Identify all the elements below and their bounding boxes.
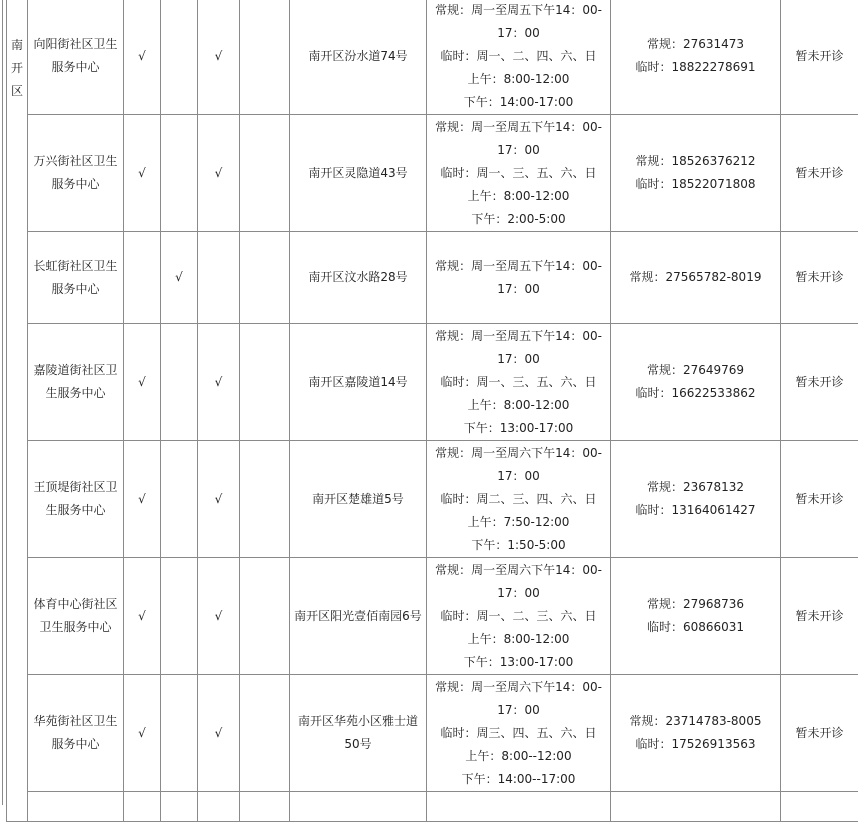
phone-cell [611, 675, 781, 792]
service-check-cell: √ [198, 324, 240, 441]
hours-line: 17：00 [427, 465, 610, 488]
empty-cell [781, 792, 858, 822]
hours-line: 下午：2:00-5:00 [427, 208, 610, 231]
address-line: 南开区灵隐道43号 [290, 162, 426, 185]
phone-line: 临时：60866031 [611, 616, 780, 639]
hours-line: 下午：13:00-17:00 [427, 417, 610, 440]
center-name-line: 服务中心 [28, 278, 123, 301]
address-cell [290, 0, 427, 115]
hours-line: 上午：7:50-12:00 [427, 511, 610, 534]
hours-line: 常规：周一至周五下午14：00- [427, 0, 610, 22]
service-check-cell: √ [124, 675, 161, 792]
hours-line: 上午：8:00-12:00 [427, 394, 610, 417]
district-char: 开 [7, 57, 27, 80]
phone-line: 常规：27649769 [611, 359, 780, 382]
phone-cell [611, 441, 781, 558]
table-row [7, 441, 858, 558]
hours-line: 临时：周二、三、四、六、日 [427, 488, 610, 511]
hours-line: 下午：14:00--17:00 [427, 768, 610, 791]
service-check-cell [161, 324, 198, 441]
service-check-cell: √ [124, 324, 161, 441]
hours-line: 临时：周一、三、五、六、日 [427, 162, 610, 185]
hours-line: 17：00 [427, 348, 610, 371]
status-cell: 暂未开诊 [781, 441, 858, 558]
service-check-cell: √ [124, 115, 161, 232]
hours-line: 常规：周一至周五下午14：00- [427, 116, 610, 139]
phone-line: 临时：17526913563 [611, 733, 780, 756]
address-cell [290, 324, 427, 441]
center-name-line: 生服务中心 [28, 499, 123, 522]
center-name-line: 向阳街社区卫生 [28, 33, 123, 56]
district-cell [7, 0, 28, 822]
hours-line: 上午：8:00-12:00 [427, 185, 610, 208]
center-name-line: 卫生服务中心 [28, 616, 123, 639]
address-cell [290, 115, 427, 232]
service-check-cell [161, 0, 198, 115]
address-line: 南开区汾水道74号 [290, 45, 426, 68]
empty-cell [240, 792, 290, 822]
empty-cell [161, 792, 198, 822]
hours-cell [427, 558, 611, 675]
hours-line: 17：00 [427, 278, 610, 301]
status-cell: 暂未开诊 [781, 232, 858, 324]
service-check-cell [240, 115, 290, 232]
clinic-table [6, 0, 858, 822]
hours-line: 临时：周一、二、四、六、日 [427, 45, 610, 68]
center-name-line: 嘉陵道街社区卫 [28, 359, 123, 382]
hours-line: 上午：8:00-12:00 [427, 628, 610, 651]
table-row [7, 558, 858, 675]
hours-cell [427, 324, 611, 441]
table-row [7, 792, 858, 822]
status-cell: 暂未开诊 [781, 558, 858, 675]
hours-cell [427, 0, 611, 115]
center-name-cell [28, 115, 124, 232]
center-name-cell [28, 324, 124, 441]
empty-cell [198, 792, 240, 822]
service-check-cell: √ [124, 0, 161, 115]
status-cell: 暂未开诊 [781, 324, 858, 441]
service-check-cell: √ [198, 558, 240, 675]
hours-line: 常规：周一至周五下午14：00- [427, 255, 610, 278]
hours-line: 临时：周三、四、五、六、日 [427, 722, 610, 745]
hours-line: 临时：周一、三、五、六、日 [427, 371, 610, 394]
center-name-cell [28, 441, 124, 558]
address-cell [290, 675, 427, 792]
hours-line: 17：00 [427, 582, 610, 605]
phone-line: 临时：18522071808 [611, 173, 780, 196]
table-body [7, 0, 858, 822]
hours-line: 17：00 [427, 22, 610, 45]
service-check-cell [161, 675, 198, 792]
table-row [7, 0, 858, 115]
empty-cell [28, 792, 124, 822]
service-check-cell [161, 441, 198, 558]
center-name-cell [28, 675, 124, 792]
address-cell [290, 232, 427, 324]
empty-cell [427, 792, 611, 822]
service-check-cell: √ [161, 232, 198, 324]
service-check-cell [124, 232, 161, 324]
hours-cell [427, 675, 611, 792]
phone-line: 常规：23678132 [611, 476, 780, 499]
status-cell: 暂未开诊 [781, 115, 858, 232]
address-line: 南开区华苑小区雅士道 [290, 710, 426, 733]
table-left-frame [0, 0, 3, 805]
center-name-line: 华苑街社区卫生 [28, 710, 123, 733]
hours-line: 常规：周一至周六下午14：00- [427, 559, 610, 582]
hours-cell [427, 441, 611, 558]
phone-line: 常规：27968736 [611, 593, 780, 616]
center-name-line: 服务中心 [28, 173, 123, 196]
service-check-cell: √ [198, 0, 240, 115]
hours-line: 临时：周一、二、三、六、日 [427, 605, 610, 628]
service-check-cell [198, 232, 240, 324]
hours-cell [427, 115, 611, 232]
service-check-cell: √ [124, 558, 161, 675]
empty-cell [290, 792, 427, 822]
center-name-line: 生服务中心 [28, 382, 123, 405]
phone-line: 常规：27565782-8019 [611, 266, 780, 289]
hours-line: 下午：13:00-17:00 [427, 651, 610, 674]
center-name-line: 万兴街社区卫生 [28, 150, 123, 173]
status-cell: 暂未开诊 [781, 0, 858, 115]
hours-cell [427, 232, 611, 324]
center-name-line: 王顶堤街社区卫 [28, 476, 123, 499]
address-line: 南开区阳光壹佰南园6号 [290, 605, 426, 628]
hours-line: 常规：周一至周五下午14：00- [427, 325, 610, 348]
hours-line: 常规：周一至周六下午14：00- [427, 442, 610, 465]
address-line: 南开区嘉陵道14号 [290, 371, 426, 394]
address-line: 南开区汶水路28号 [290, 266, 426, 289]
table-row [7, 232, 858, 324]
table-row [7, 115, 858, 232]
service-check-cell [240, 324, 290, 441]
empty-cell [124, 792, 161, 822]
phone-line: 常规：27631473 [611, 33, 780, 56]
center-name-cell [28, 232, 124, 324]
phone-cell [611, 558, 781, 675]
status-cell: 暂未开诊 [781, 675, 858, 792]
phone-line: 临时：18822278691 [611, 56, 780, 79]
table-row [7, 675, 858, 792]
hours-line: 17：00 [427, 699, 610, 722]
phone-cell [611, 115, 781, 232]
phone-cell [611, 232, 781, 324]
address-line: 南开区楚雄道5号 [290, 488, 426, 511]
hours-line: 下午：14:00-17:00 [427, 91, 610, 114]
hours-line: 上午：8:00--12:00 [427, 745, 610, 768]
district-char: 南 [7, 34, 27, 57]
center-name-line: 服务中心 [28, 733, 123, 756]
hours-line: 17：00 [427, 139, 610, 162]
service-check-cell [161, 558, 198, 675]
service-check-cell: √ [198, 115, 240, 232]
phone-cell [611, 0, 781, 115]
service-check-cell [240, 675, 290, 792]
service-check-cell [240, 558, 290, 675]
phone-line: 常规：23714783-8005 [611, 710, 780, 733]
center-name-cell [28, 0, 124, 115]
center-name-line: 体育中心街社区 [28, 593, 123, 616]
service-check-cell [240, 441, 290, 558]
service-check-cell: √ [198, 441, 240, 558]
empty-cell [611, 792, 781, 822]
hours-line: 常规：周一至周六下午14：00- [427, 676, 610, 699]
service-check-cell: √ [198, 675, 240, 792]
service-check-cell [240, 0, 290, 115]
address-cell [290, 441, 427, 558]
district-char: 区 [7, 80, 27, 103]
table-row [7, 324, 858, 441]
center-name-line: 长虹街社区卫生 [28, 255, 123, 278]
center-name-line: 服务中心 [28, 56, 123, 79]
address-cell [290, 558, 427, 675]
hours-line: 下午：1:50-5:00 [427, 534, 610, 557]
hours-line: 上午：8:00-12:00 [427, 68, 610, 91]
service-check-cell [240, 232, 290, 324]
phone-cell [611, 324, 781, 441]
address-line: 50号 [290, 733, 426, 756]
center-name-cell [28, 558, 124, 675]
phone-line: 临时：16622533862 [611, 382, 780, 405]
service-check-cell: √ [124, 441, 161, 558]
service-check-cell [161, 115, 198, 232]
phone-line: 常规：18526376212 [611, 150, 780, 173]
phone-line: 临时：13164061427 [611, 499, 780, 522]
